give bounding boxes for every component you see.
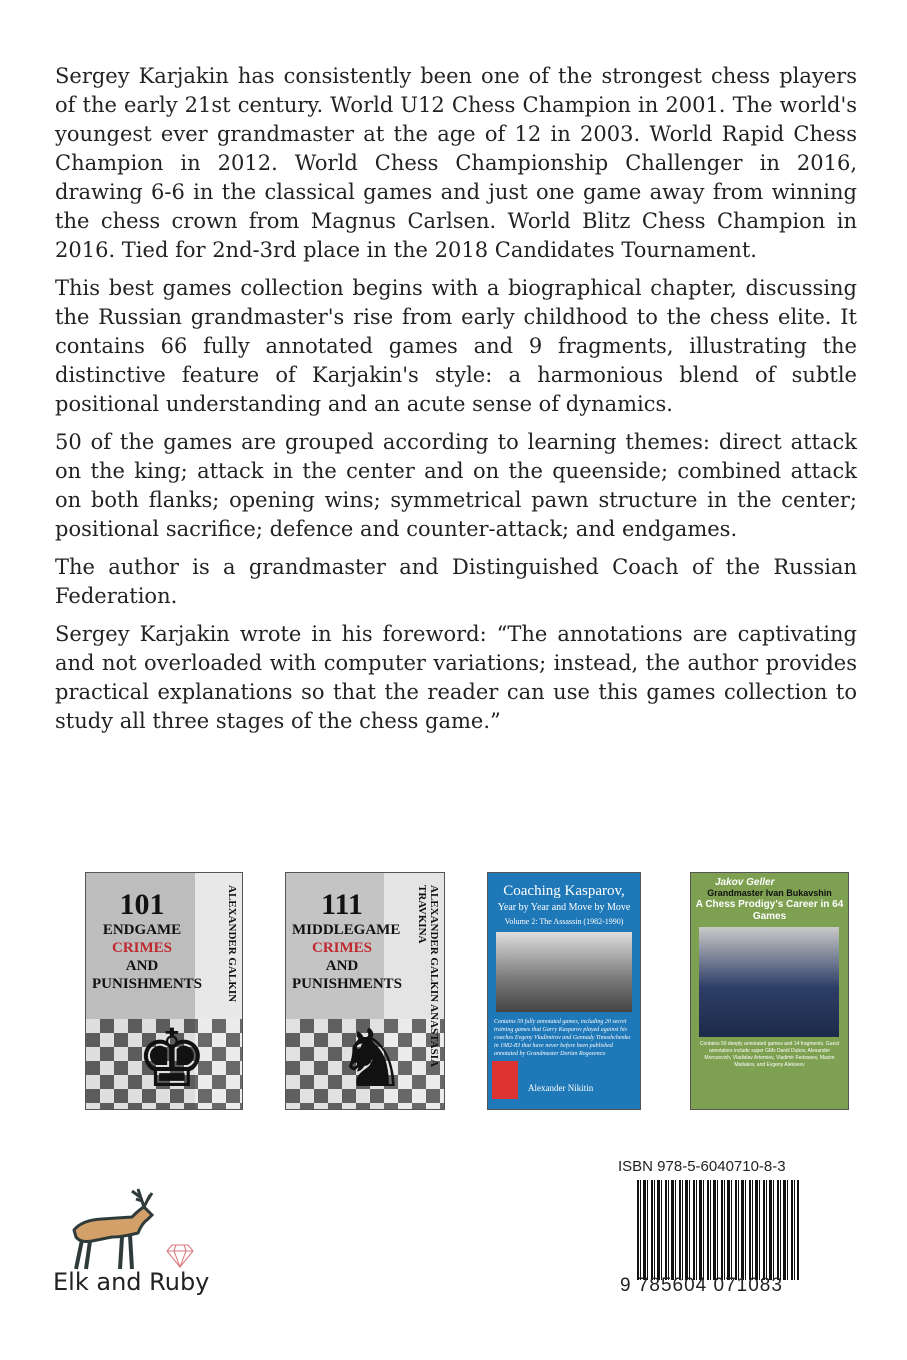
blurb-paragraph: Sergey Karjakin wrote in his foreword: “The annotations are captivating and not overloaded with computer variations; instead, the author provides practical explanations so that the reader can use this games collection to study all three stages of the chess game.” — [55, 622, 857, 733]
barcode — [637, 1180, 799, 1280]
ruby-icon — [167, 1245, 193, 1267]
blurb-paragraph: 50 of the games are grouped according to learning themes: direct attack on the king; attack in the center and on the queenside; combined attack on both flanks; opening wins; symmetrical pawn structure in the center; positional sacrifice; defence and counter-attack; and endgames. — [55, 430, 857, 541]
cover-title: 111 MIDDLEGAME CRIMES AND PUNISHMENTS — [292, 888, 403, 992]
cover-author: ALEXANDER GALKIN — [226, 885, 238, 1003]
cover-description: Contains 59 fully annotated games, including 20 secret training games that Garry Kasparov played against his coaches Evgeny Vladimirov and Gennady Timoshchenko in 1982-83 that have never before been published annotated by Grandmaster Dorian Rogozenco — [494, 1019, 631, 1057]
barcode-digits: 9 785604 071083 — [620, 1275, 783, 1296]
blurb-paragraph: Sergey Karjakin has consistently been one of the strongest chess players of the early 21st century. World U12 Chess Champion in 2001. The world's youngest ever grandmaster at the age of 12 in 2003. World Rapid Chess Champion in 2012. World Chess Championship Challenger in 2016, drawing 6-6 in the classical games and just one game away from winning the chess crown from Magnus Carlsen. World Blitz Chess Champion in 2016. Tied for 2nd-3rd place in the 2018 Candidates Tournament. — [55, 64, 857, 262]
elk-icon — [74, 1189, 152, 1269]
blurb-paragraph: The author is a grandmaster and Distinguished Coach of the Russian Federation. — [55, 555, 857, 608]
book-cover-coaching-kasparov — [487, 872, 641, 1110]
cover-volume: Volume 2: The Assassin (1982-1990) — [504, 917, 624, 926]
cover-subtitle: A Chess Prodigy's Career in 64 Games — [695, 899, 844, 922]
cover-title: 101 ENDGAME CRIMES AND PUNISHMENTS — [92, 888, 203, 992]
cover-author: ALEXANDER GALKIN ANASTASIA TRAVKINA — [416, 885, 440, 1067]
cover-title: Grandmaster Ivan Bukavshin — [707, 888, 832, 898]
publisher-name: Elk and Ruby — [53, 1268, 210, 1296]
cover-description: Contains 50 deeply annotated games and 14 fragments. Guest annotators include super GMs Daniil Dubov, Alexander Morozevich, Vladislav Artemiev, Vladimir Fedoseev, Maxim Matlakov, and Evgeny Alekseev — [699, 1041, 840, 1068]
cover-thumbnail — [492, 1061, 518, 1099]
book-cover-111-middlegame — [285, 872, 445, 1110]
cover-author: Jakov Geller — [715, 877, 775, 888]
back-cover-blurb — [55, 62, 857, 745]
cover-subtitle: Year by Year and Move by Move — [497, 902, 631, 913]
book-cover-101-endgame — [85, 872, 243, 1110]
cover-photo — [699, 927, 839, 1037]
cover-photo — [496, 932, 632, 1012]
cover-author: Alexander Nikitin — [528, 1083, 594, 1093]
blurb-paragraph: This best games collection begins with a biographical chapter, discussing the Russian grandmaster's rise from early childhood to the chess elite. It contains 66 fully annotated games and 9 fragments, illustrating the distinctive feature of Karjakin's style: a harmonious blend of subtle positional understanding and an acute sense of dynamics. — [55, 276, 857, 416]
isbn-label: ISBN 978-5-6040710-8-3 — [618, 1158, 786, 1175]
book-cover-bukavshin — [690, 872, 849, 1110]
cover-title: Coaching Kasparov, — [503, 883, 625, 899]
chess-piece-icon: ♚ — [136, 1012, 208, 1105]
chess-knight-icon: ♞ — [336, 1012, 408, 1105]
